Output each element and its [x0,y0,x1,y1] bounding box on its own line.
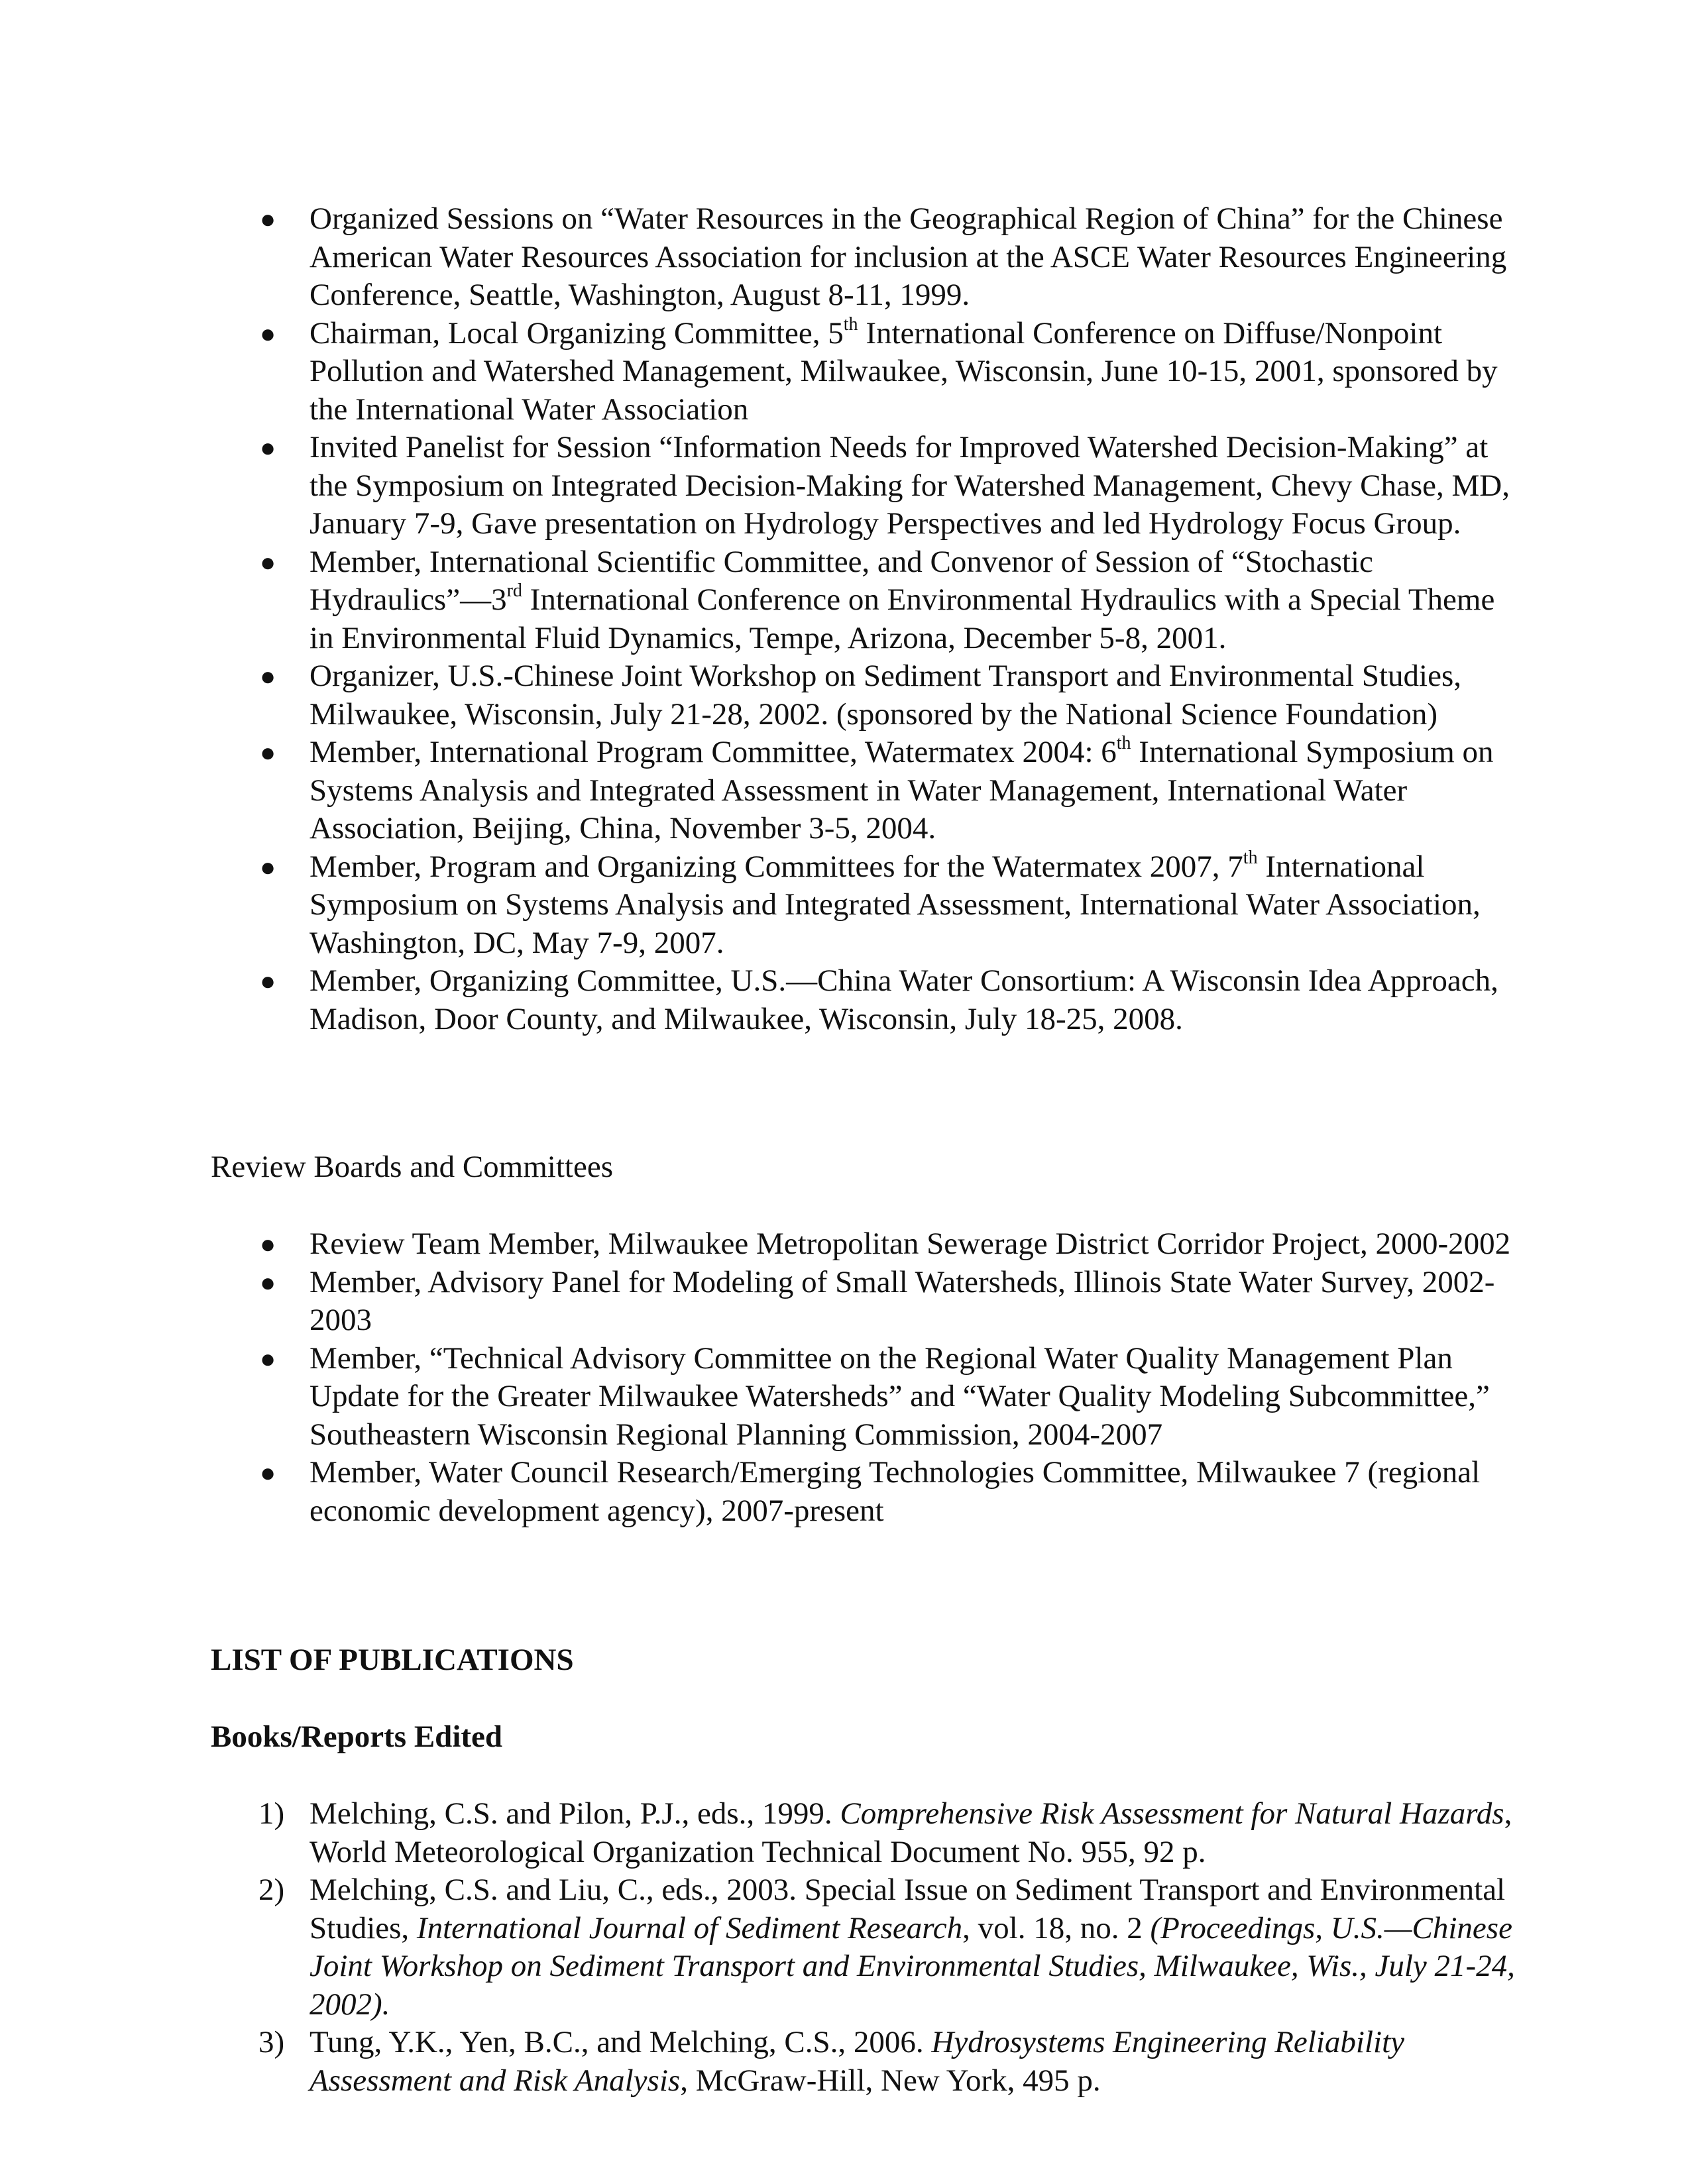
item-text: Organizer, U.S.-Chinese Joint Workshop on Sediment Transport and Environmental Studies, Milwaukee, Wisconsin, July 21-28, 2002. (sponsored by the National Science Foundation) [309,659,1461,732]
citation-authors: Melching, C.S. and Pilon, P.J., eds., 1999. [309,1796,840,1831]
bullet-icon: ● [260,966,276,996]
list-item [258,848,1518,963]
publication-item [258,1871,1518,2024]
list-item [258,734,1518,848]
item-text: Member, Water Council Research/Emerging Technologies Committee, Milwaukee 7 (regional economic development agency), 2007-present [309,1455,1481,1528]
ordinal-suffix: th [1243,847,1258,868]
list-item [258,962,1518,1038]
bullet-icon: ● [260,433,276,463]
item-text: Member, International Program Committee, Watermatex 2004: 6 [309,735,1117,769]
ordinal-suffix: th [1116,733,1131,753]
organized-events-list [258,200,1518,1038]
bullet-icon: ● [260,547,276,577]
citation-details: , vol. 18, no. 2 [962,1910,1151,1945]
citation-details: , McGraw-Hill, New York, 495 p. [680,2063,1101,2098]
item-text: Review Team Member, Milwaukee Metropolitan Sewerage District Corridor Project, 2000-2002 [309,1227,1511,1261]
item-number: 1) [258,1796,285,1831]
list-item [258,315,1518,429]
bullet-icon: ● [260,737,276,767]
ordinal-suffix: rd [506,580,522,601]
bullet-icon: ● [260,1458,276,1488]
citation-title: International Journal of Sediment Research [416,1910,963,1945]
citation-title: Hydrosystems Engineering Reliability Assessment and Risk Analysis [309,2025,1404,2098]
list-item [258,200,1518,315]
publication-item [258,2024,1518,2100]
item-number: 3) [258,2025,285,2059]
item-text: Member, “Technical Advisory Committee on the Regional Water Quality Management Plan Update for the Greater Milwaukee Watersheds” and “Water Quality Modeling Subcommittee,” Southeastern Wisconsin Regional Planning Commission, 2004-2007 [309,1340,1490,1452]
item-text-cont: International Symposium on Systems Analysis and Integrated Assessment, International Water Association, Washington, DC, May 7-9, 2007. [309,849,1481,960]
list-item [258,1225,1518,1264]
citation-title: Comprehensive Risk Assessment for Natural Hazards [840,1796,1504,1831]
bullet-icon: ● [260,661,276,691]
list-item [258,543,1518,658]
item-text: Member, International Scientific Committee, and Convenor of Session of “Stochastic Hydraulics”—3 [309,544,1373,617]
bullet-icon: ● [260,1343,276,1374]
item-text: Member, Advisory Panel for Modeling of Small Watersheds, Illinois State Water Survey, 2002-2003 [309,1264,1495,1337]
item-number: 2) [258,1873,285,1907]
review-boards-list [258,1225,1518,1530]
list-item [258,429,1518,543]
list-item [258,1454,1518,1530]
item-text-cont: International Conference on Environmental Hydraulics with a Special Theme in Environmental Fluid Dynamics, Tempe, Arizona, December 5-8, 2001. [309,582,1495,655]
bullet-icon: ● [260,318,276,349]
section-heading-review: Review Boards and Committees [211,1150,613,1184]
list-item [258,1340,1518,1454]
item-text-cont: International Conference on Diffuse/Nonpoint Pollution and Watershed Management, Milwaukee, Wisconsin, June 10-15, 2001, sponsored by the International Water Association [309,315,1498,427]
list-item [258,1264,1518,1340]
ordinal-suffix: th [843,313,858,335]
item-text: Member, Organizing Committee, U.S.—China Water Consortium: A Wisconsin Idea Approach, Madison, Door County, and Milwaukee, Wisconsin, July 18-25, 2008. [309,963,1498,1036]
item-text: Member, Program and Organizing Committees for the Watermatex 2007, 7 [309,849,1243,884]
citation-authors: Melching, C.S. and Liu, C., eds., 2003. Special Issue on Sediment Transport and Environmental Studies, [309,1873,1506,1945]
publication-item [258,1795,1518,1871]
list-item [258,657,1518,734]
citation-details: , World Meteorological Organization Technical Document No. 955, 92 p. [309,1796,1512,1869]
subheading-books-reports: Books/Reports Edited [211,1720,503,1754]
item-text: Invited Panelist for Session “Information Needs for Improved Watershed Decision-Making” at the Symposium on Integrated Decision-Making for Watershed Management, Chevy Chase, MD, January 7-9, Gave presentation on Hydrology Perspectives and led Hydrology Focus Group. [309,430,1510,541]
bullet-icon: ● [260,851,276,882]
item-text-cont: International Symposium on Systems Analysis and Integrated Assessment in Water Management, International Water Association, Beijing, China, November 3-5, 2004. [309,735,1494,846]
section-heading-publications: LIST OF PUBLICATIONS [211,1643,574,1677]
bullet-icon: ● [260,1229,276,1259]
bullet-icon: ● [260,1267,276,1297]
citation-authors: Tung, Y.K., Yen, B.C., and Melching, C.S., 2006. [309,2025,932,2059]
publications-list [258,1795,1518,2100]
citation-proceedings: (Proceedings, U.S.—Chinese Joint Workshop on Sediment Transport and Environmental Studies, Milwaukee, Wis., July 21-24, 2002). [309,1910,1515,2022]
item-text: Organized Sessions on “Water Resources in the Geographical Region of China” for the Chinese American Water Resources Association for inclusion at the ASCE Water Resources Engineering Conference, Seattle, Washington, August 8-11, 1999. [309,201,1507,312]
bullet-icon: ● [260,204,276,234]
item-text: Chairman, Local Organizing Committee, 5 [309,315,844,351]
